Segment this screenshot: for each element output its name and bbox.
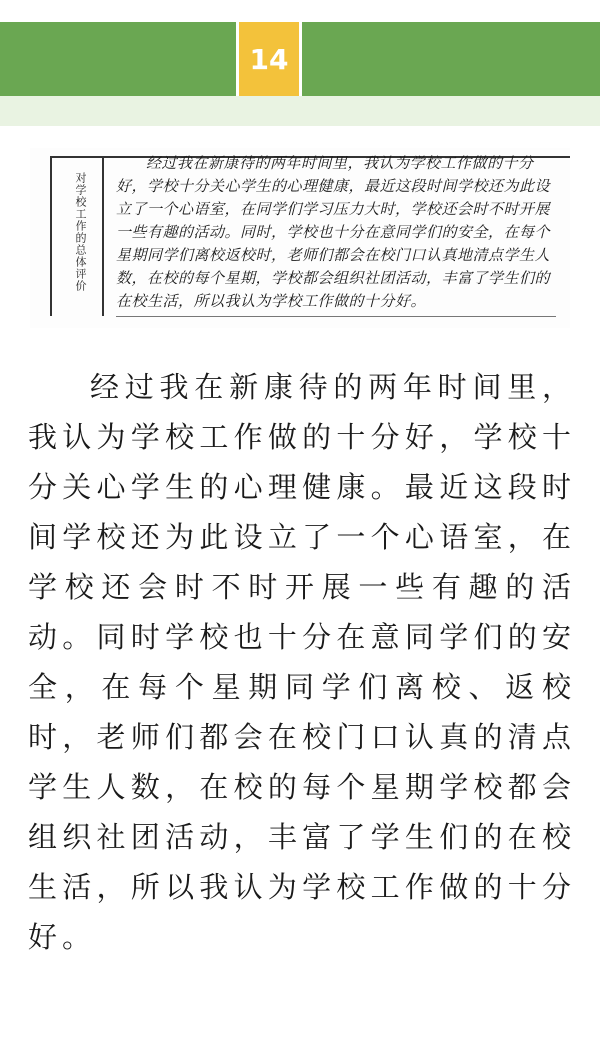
scan-border-divider [102,156,104,316]
scan-handwritten-text: 经过我在新康待的两年时间里，我认为学校工作做的十分好，学校十分关心学生的心理健康，最近这段时间学校还为此设立了一个心语室，在同学们学习压力大时，学校还会时不时开展一些有趣的活动。同时，学校也十分在意同学们的安全，在每个星期同学们离校返校时，老师们都会在校门口认真地清点学生人数，在校的每个星期，学校都会组织社团活动，丰富了学生们的在校生活，所以我认为学校工作做的十分好。 [116,154,551,310]
badge-divider-right [299,22,302,96]
page-number-badge: 14 [239,22,299,96]
header-bottom-strip [0,96,600,126]
handwritten-scan [30,148,570,328]
scan-side-label: 对学校工作的总体评价 [74,172,87,292]
header-top-strip [0,0,600,22]
scan-border-left [50,156,52,316]
scan-underline [116,316,556,317]
transcribed-paragraph: 经过我在新康待的两年时间里，我认为学校工作做的十分好，学校十分关心学生的心理健康。最近这段时间学校还为此设立了一个心语室，在学校还会时不时开展一些有趣的活动。同时学校也十分在意同学们的安全，在每个星期同学们离校、返校时，老师们都会在校门口认真的清点学生人数，在校的每个星期学校都会组织社团活动，丰富了学生们的在校生活，所以我认为学校工作做的十分好。 [28,370,576,954]
